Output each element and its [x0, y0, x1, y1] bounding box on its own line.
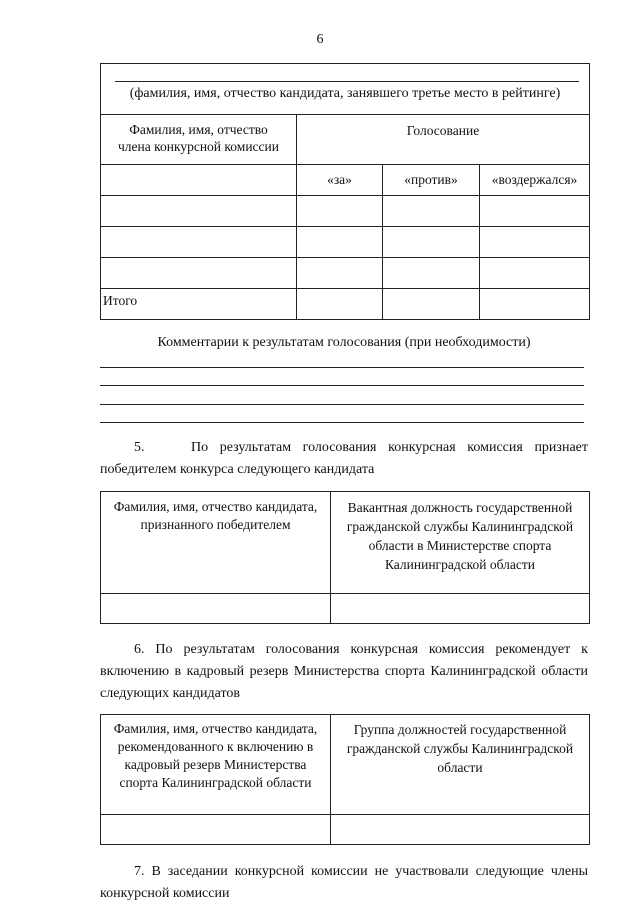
- candidate-name-line: [115, 81, 579, 82]
- caption-cell: [101, 64, 590, 115]
- section-7-text: 7. В заседании конкурсной комиссии не участвовали следующие члены конкурсной комиссии: [100, 864, 588, 901]
- header-row: [101, 115, 590, 165]
- total-label: Итого: [101, 289, 297, 320]
- page-number: 6: [316, 32, 324, 47]
- vote-options-row: [101, 165, 590, 196]
- comments-label: Комментарии к результатам голосования (при необходимости): [157, 335, 531, 350]
- comment-line: [100, 422, 584, 423]
- header-row: [101, 492, 590, 594]
- blank-cell: [101, 165, 297, 196]
- winner-table: [100, 491, 590, 624]
- caption-row: [101, 64, 590, 115]
- voting-header: Голосование: [297, 115, 590, 165]
- header-row: [101, 715, 590, 815]
- table-row: [101, 227, 590, 258]
- position-group-header: Группа должностей государственной гражданской службы Калининградской области: [331, 715, 590, 815]
- vote-against-header: «против»: [383, 165, 480, 196]
- table-row: [101, 815, 590, 845]
- table-row: [101, 258, 590, 289]
- voting-table: [100, 63, 590, 320]
- comment-line: [100, 367, 584, 368]
- member-name-header: Фамилия, имя, отчество члена конкурсной комиссии: [101, 115, 297, 165]
- table-row: [101, 196, 590, 227]
- comment-line: [100, 385, 584, 386]
- reserve-candidate-header: Фамилия, имя, отчество кандидата, рекомендованного к включению в кадровый резерв Министерства спорта Калининградской области: [101, 715, 331, 815]
- winner-name-header: Фамилия, имя, отчество кандидата, признанного победителем: [101, 492, 331, 594]
- vote-for-header: «за»: [297, 165, 383, 196]
- section-5-text: 5. По результатам голосования конкурсная комиссия признает победителем конкурса следующего кандидата: [100, 440, 592, 477]
- total-row: [101, 289, 590, 320]
- reserve-table: [100, 714, 590, 845]
- table-row: [101, 594, 590, 624]
- table-caption: (фамилия, имя, отчество кандидата, занявшего третье место в рейтинге): [129, 86, 561, 101]
- comment-line: [100, 404, 584, 405]
- section-6-text: 6. По результатам голосования конкурсная комиссия рекомендует к включению в кадровый резерв Министерства спорта Калининградской области следующих кандидатов: [100, 642, 588, 701]
- vote-abstain-header: «воздержался»: [480, 165, 590, 196]
- vacant-position-header: Вакантная должность государственной гражданской службы Калининградской области в Министерстве спорта Калининградской области: [331, 492, 590, 594]
